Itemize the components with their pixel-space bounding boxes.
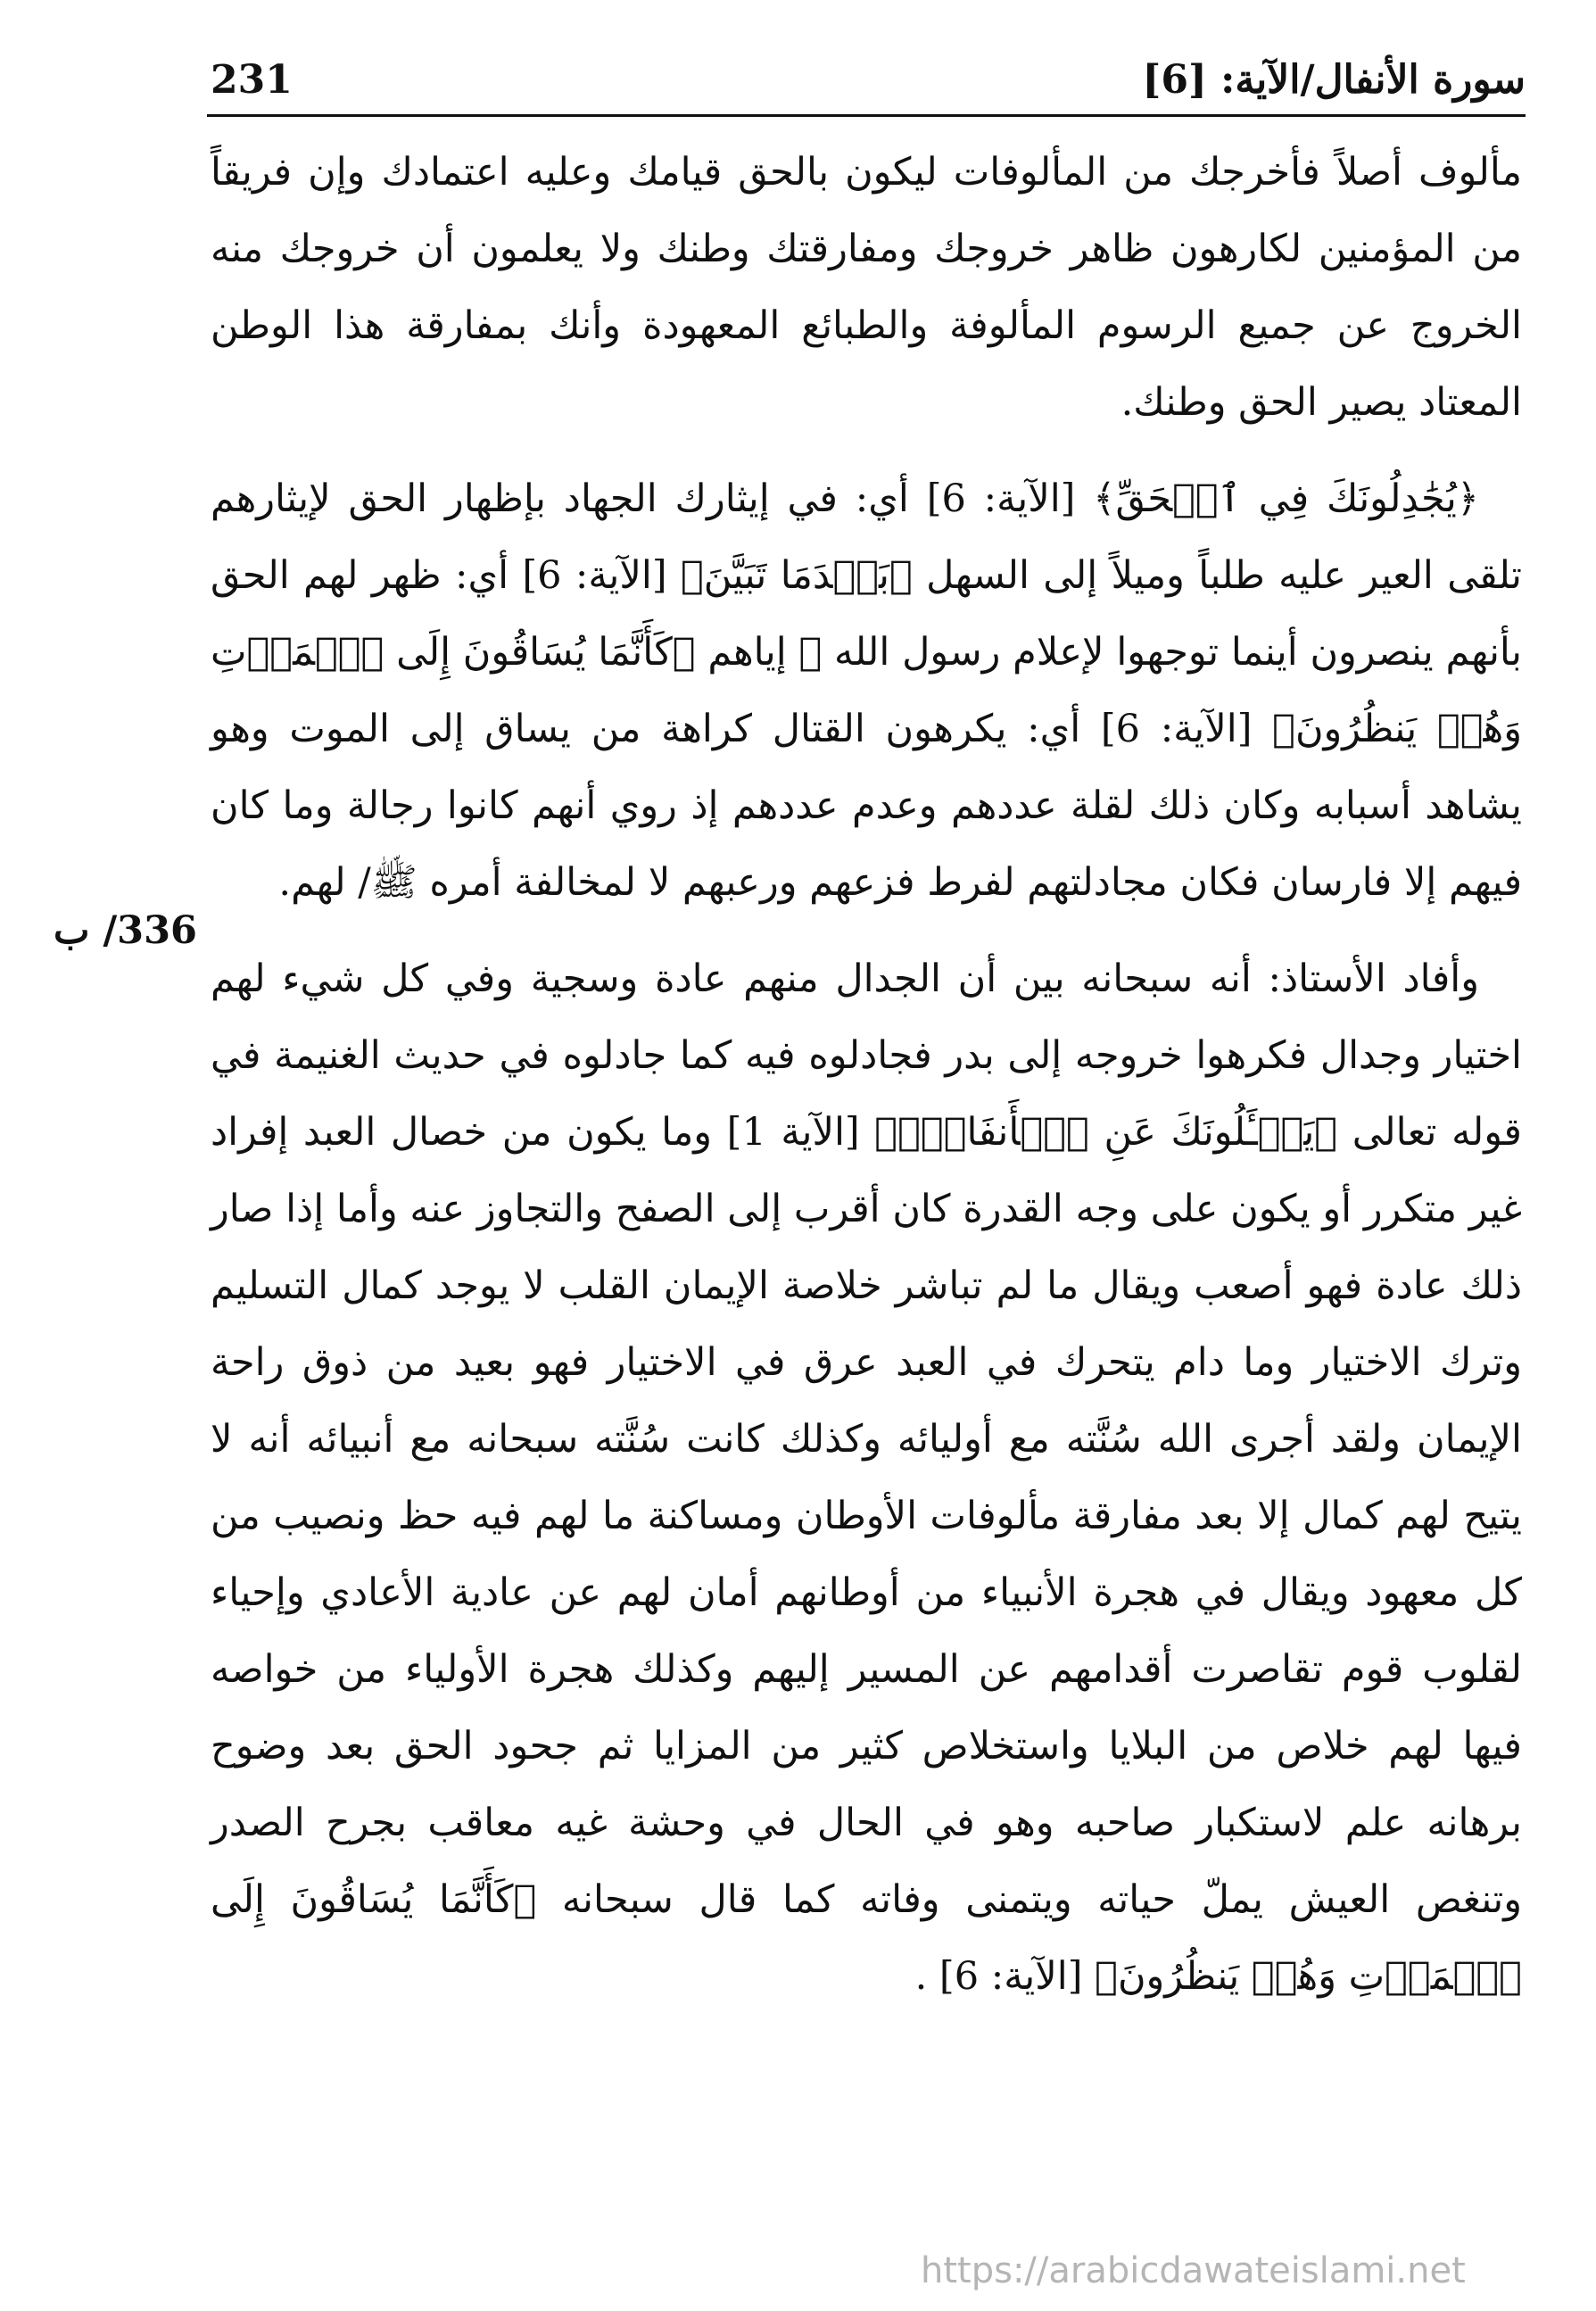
paragraph-2: ﴿يُجَٰدِلُونَكَ فِي ٱلۡحَقِّ﴾ [الآية: 6] أي: في إيثارك الجهاد بإظهار الحق لإيثارهم تلقى العير عليه طلباً وميلاً إلى السهل ﴿بَعۡدَمَا تَبَيَّنَ﴾ [الآية: 6] أي: ظهر لهم الحق بأنهم ينصرون أينما توجهوا لإعلام رسول الله ﷺ إياهم ﴿كَأَنَّمَا يُسَاقُونَ إِلَى ٱلۡمَوۡتِ وَهُمۡ يَنظُرُونَ﴾ [الآية: 6] أي: يكرهون القتال كراهة من يساق إلى الموت وهو يشاهد أسبابه وكان ذلك لقلة عددهم وعدم عددهم إذ روي أنهم كانوا رجالة وما كان فيهم إلا فارسان فكان مجادلتهم لفرط فزعهم ورعبهم لا لمخالفة أمره ﷺ/ لهم.	[211, 476, 1522, 905]
page-body	[211, 134, 1522, 2034]
surah-title: سورة الأنفال/الآية: [6]	[1142, 57, 1526, 103]
page-number: 231	[211, 57, 293, 103]
paragraph-1: مألوف أصلاً فأخرجك من المألوفات ليكون بالحق قيامك وعليه اعتمادك وإن فريقاً من المؤمنين لكارهون ظاهر خروجك ومفارقتك وطنك ولا يعلمون أن خروجك منه الخروج عن جميع الرسوم المألوفة والطبائع المعهودة وأنك بمفارقة هذا الوطن المعتاد يصير الحق وطنك.	[211, 150, 1522, 425]
page-header	[207, 52, 1526, 117]
paragraph-3: وأفاد الأستاذ: أنه سبحانه بين أن الجدال منهم عادة وسجية وفي كل شيء لهم اختيار وجدال فكرهوا خروجه إلى بدر فجادلوه فيه كما جادلوه في حديث الغنيمة في قوله تعالى ﴿يَسۡـَٔلُونَكَ عَنِ ٱلۡأَنفَالِۖ﴾ [الآية 1] وما يكون من خصال العبد إفراد غير متكرر أو يكون على وجه القدرة كان أقرب إلى الصفح والتجاوز عنه وأما إذا صار ذلك عادة فهو أصعب ويقال ما لم تباشر خلاصة الإيمان القلب لا يوجد كمال التسليم وترك الاختيار وما دام يتحرك في العبد عرق في الاختيار فهو بعيد من ذوق راحة الإيمان ولقد أجرى الله سُنَّته مع أوليائه وكذلك كانت سُنَّته سبحانه مع أنبيائه أنه لا يتيح لهم كمال إلا بعد مفارقة مألوفات الأوطان ومساكنة ما لهم فيه حظ ونصيب من كل معهود ويقال في هجرة الأنبياء من أوطانهم أمان لهم عن عادية الأعادي وإحياء لقلوب قوم تقاصرت أقدامهم عن المسير إليهم وكذلك هجرة الأولياء من خواصه فيها لهم خلاص من البلايا واستخلاص كثير من المزايا ثم جحود الحق بعد وضوح برهانه علم لاستكبار صاحبه وهو في الحال في وحشة غيه معاقب بجرح الصدر وتنغص العيش يملّ حياته ويتمنى وفاته كما قال سبحانه ﴿كَأَنَّمَا يُسَاقُونَ إِلَى ٱلۡمَوۡتِ وَهُمۡ يَنظُرُونَ﴾ [الآية: 6] .	[211, 957, 1522, 1999]
watermark-url: https://arabicdawateislami.net	[921, 2250, 1466, 2291]
margin-folio-note: 336/ ب	[54, 908, 197, 953]
